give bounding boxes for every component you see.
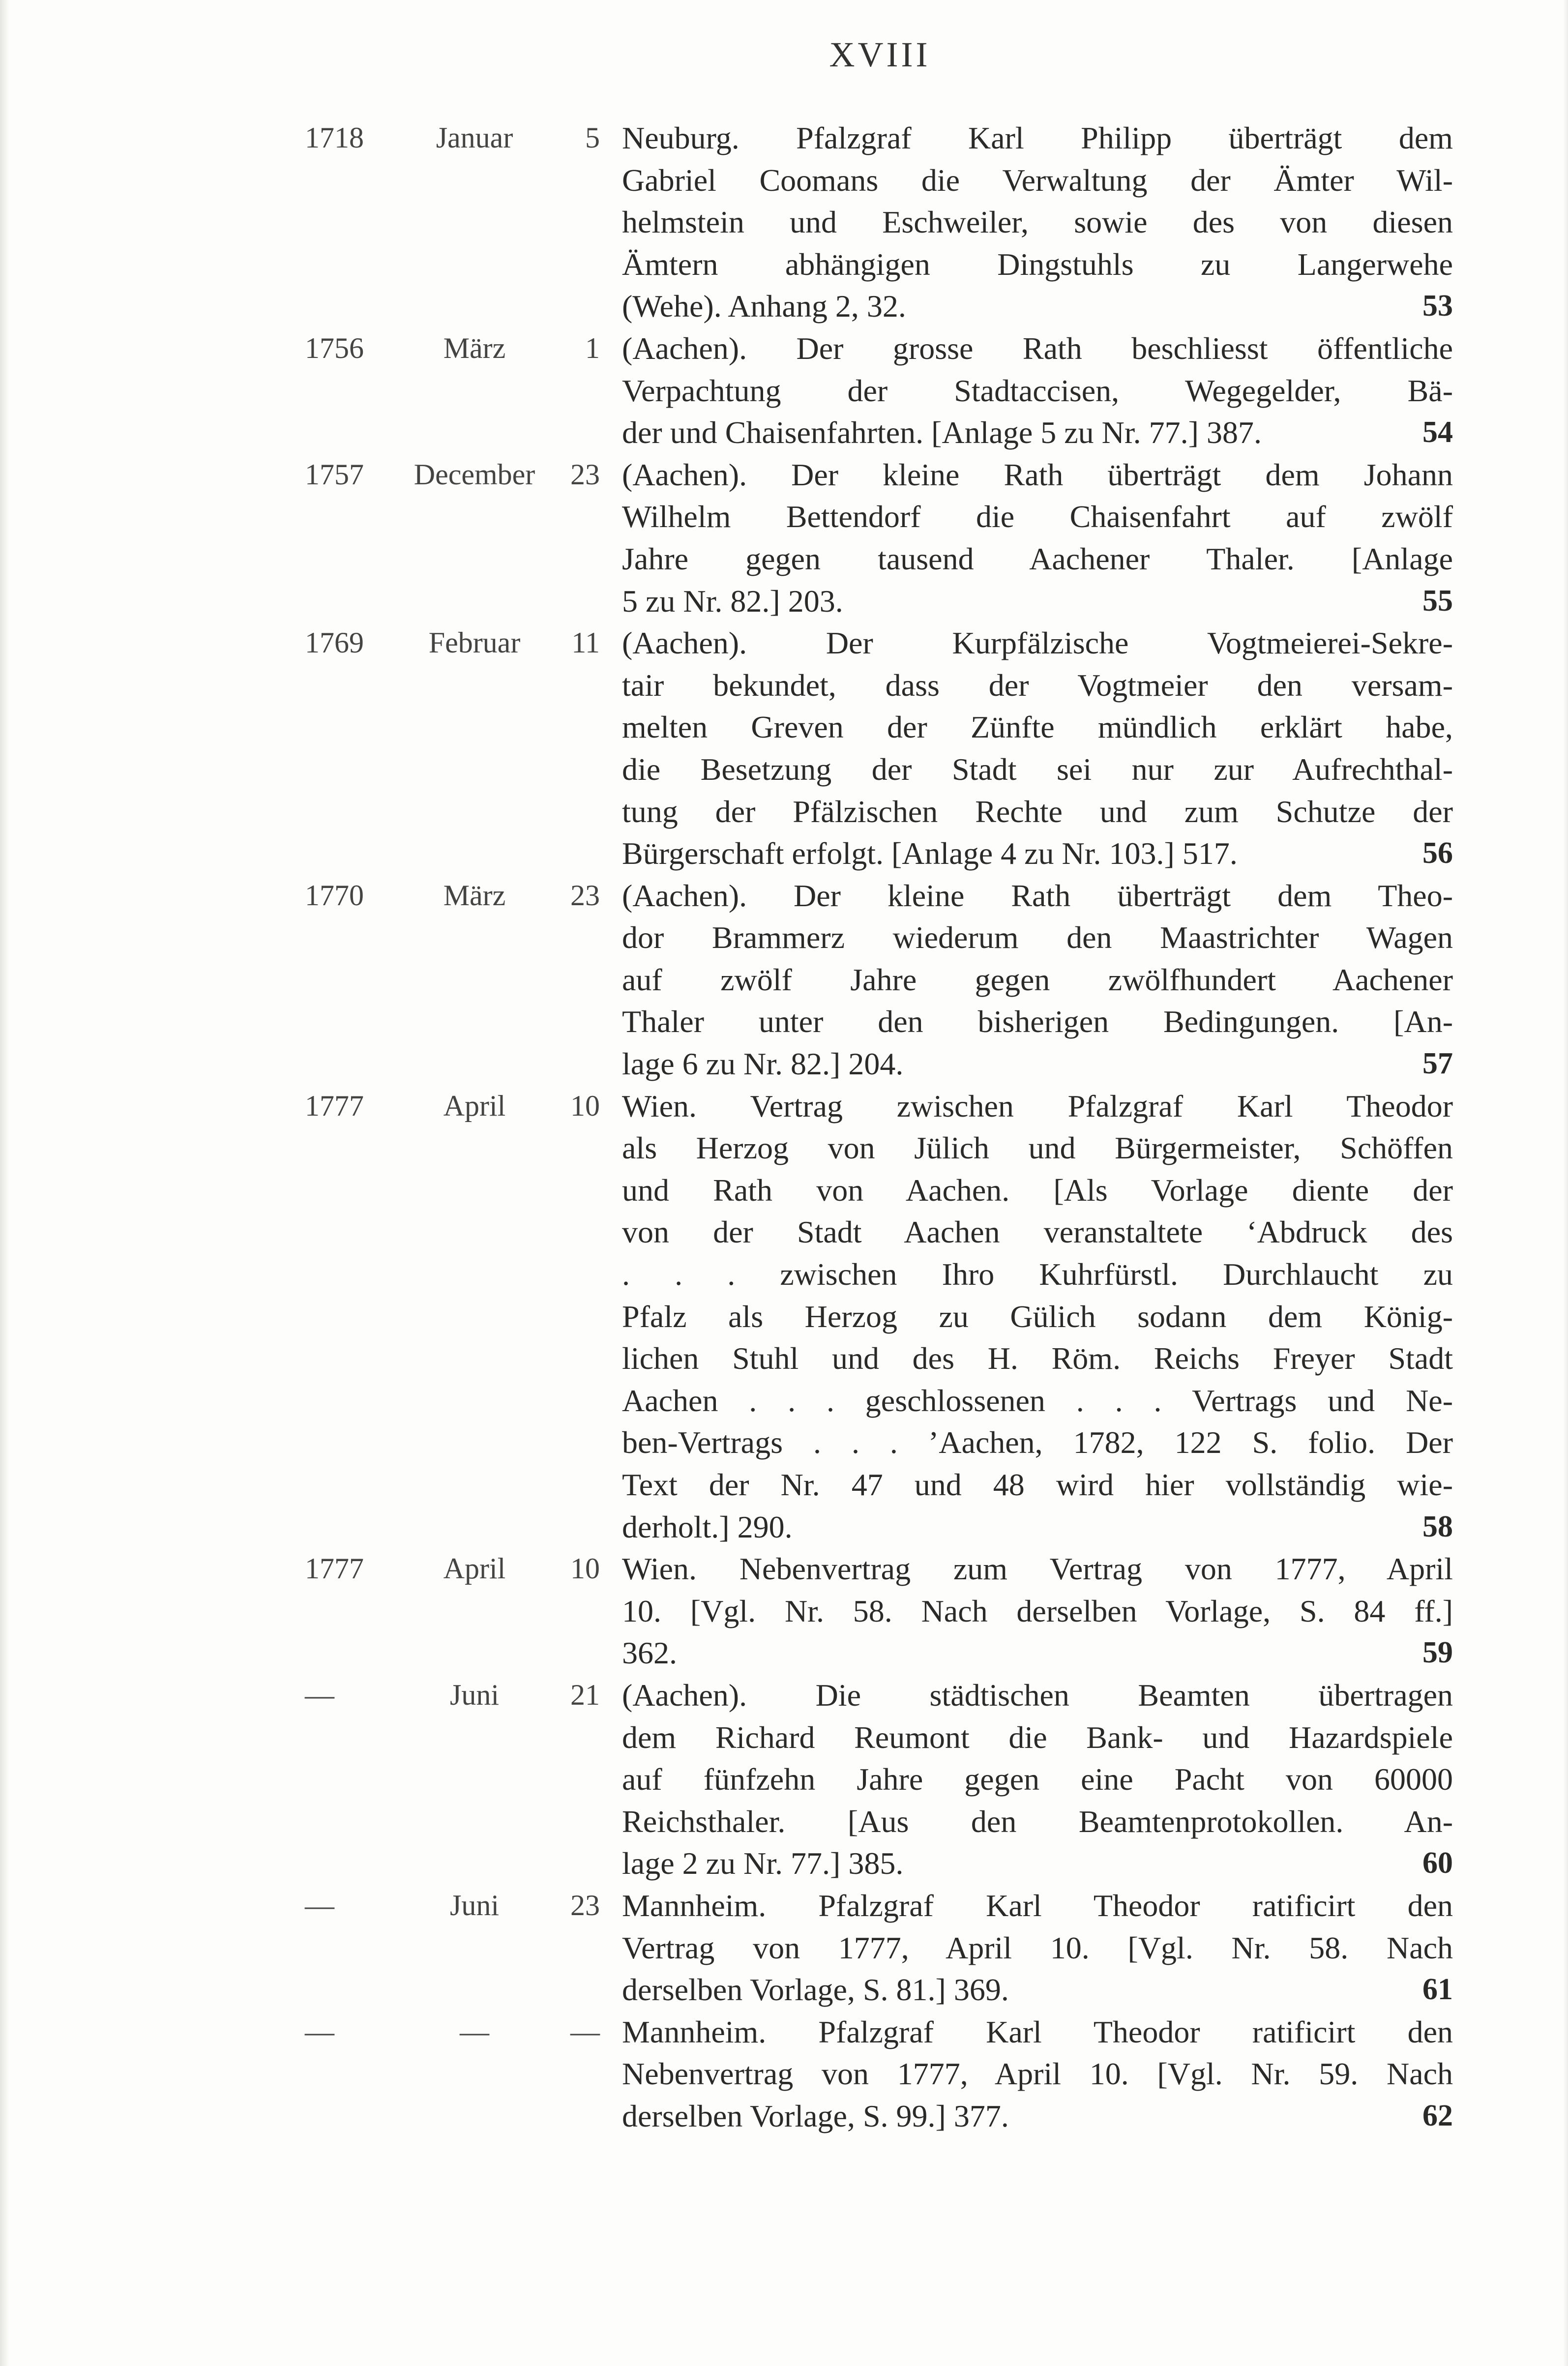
- entry-date: [295, 2011, 610, 2053]
- entry-year: —: [305, 1678, 334, 1711]
- entry-number: 62: [1422, 2099, 1453, 2132]
- document-entry: [295, 622, 1455, 875]
- entry-text-line: Gabriel Coomans die Verwaltung der Ämter Wil-: [622, 162, 1453, 198]
- entry-number: 56: [1422, 836, 1453, 870]
- entry-text-line: Mannheim. Pfalzgraf Karl Theodor ratificirt den: [622, 1888, 1453, 1923]
- entry-month: —: [460, 2015, 489, 2048]
- document-entry: [295, 1085, 1455, 1548]
- entry-month: März: [443, 879, 506, 912]
- entry-year: 1777: [305, 1089, 364, 1122]
- document-entry: [295, 117, 1455, 327]
- document-entry: [295, 1548, 1455, 1674]
- entry-number: 61: [1422, 1973, 1453, 2007]
- entry-text-line: Bürgerschaft erfolgt. [Anlage 4 zu Nr. 103.] 517.: [622, 836, 1238, 871]
- entry-year: 1777: [305, 1552, 364, 1585]
- entry-day: —: [570, 2015, 600, 2048]
- entry-text-line: Aachen . . . geschlossenen . . . Vertrags und Ne-: [622, 1383, 1453, 1418]
- entry-text-line: lichen Stuhl und des H. Röm. Reichs Freyer Stadt: [622, 1341, 1453, 1376]
- entry-day: 21: [570, 1678, 600, 1711]
- page-number: XVIII: [829, 35, 931, 74]
- entry-text-line: Nebenvertrag von 1777, April 10. [Vgl. Nr. 59. Nach: [622, 2056, 1453, 2092]
- entry-date: [295, 1548, 610, 1590]
- entry-text-line: (Aachen). Der grosse Rath beschliesst öffentliche: [622, 330, 1453, 366]
- entry-day: 11: [571, 626, 600, 659]
- entry-day: 23: [570, 879, 600, 912]
- entry-text-line: 5 zu Nr. 82.] 203.: [622, 583, 843, 619]
- entry-text-line: 10. [Vgl. Nr. 58. Nach derselben Vorlage, S. 84 ff.]: [622, 1593, 1453, 1628]
- entry-text-line: tung der Pfälzischen Rechte und zum Schutze der: [622, 794, 1453, 829]
- document-entry: [295, 1885, 1455, 2011]
- entry-text-line: als Herzog von Jülich und Bürgermeister, Schöffen: [622, 1130, 1453, 1166]
- entry-month: December: [414, 458, 535, 491]
- entry-day: 10: [570, 1089, 600, 1122]
- entry-text-line: Thaler unter den bisherigen Bedingungen. [An-: [622, 1004, 1453, 1039]
- entry-text-line: derholt.] 290.: [622, 1509, 793, 1544]
- entry-text-line: von der Stadt Aachen veranstaltete ‘Abdruck des: [622, 1214, 1453, 1250]
- entry-text-line: helmstein und Eschweiler, sowie des von diesen: [622, 205, 1453, 240]
- entry-text-line: Jahre gegen tausend Aachener Thaler. [Anlage: [622, 541, 1453, 576]
- entry-text-line: ben-Vertrags . . . ’Aachen, 1782, 122 S. folio. Der: [622, 1425, 1453, 1460]
- entry-text-line: Ämtern abhängigen Dingstuhls zu Langerwehe: [622, 246, 1453, 282]
- entry-text-line: melten Greven der Zünfte mündlich erklärt habe,: [622, 710, 1453, 745]
- entry-month: April: [443, 1089, 506, 1122]
- entry-month: Februar: [428, 626, 521, 659]
- entry-month: März: [443, 331, 506, 364]
- entry-text-line: Pfalz als Herzog zu Gülich sodann dem König-: [622, 1299, 1453, 1334]
- entry-date: [295, 327, 610, 370]
- entry-text-line: und Rath von Aachen. [Als Vorlage diente der: [622, 1172, 1453, 1208]
- entry-date: [295, 1674, 610, 1716]
- entry-text-line: (Aachen). Der Kurpfälzische Vogtmeierei-Sekre-: [622, 625, 1453, 661]
- entry-text-line: der und Chaisenfahrten. [Anlage 5 zu Nr. 77.] 387.: [622, 415, 1262, 450]
- entry-text-line: Wien. Nebenvertrag zum Vertrag von 1777, April: [622, 1551, 1453, 1587]
- entry-number: 60: [1422, 1846, 1453, 1880]
- entry-day: 1: [585, 331, 600, 364]
- entry-day: 23: [570, 458, 600, 491]
- entry-year: 1757: [305, 458, 364, 491]
- entry-month: Januar: [436, 121, 513, 154]
- document-entry: [295, 875, 1455, 1085]
- entry-month: Juni: [449, 1889, 500, 1922]
- entry-month: Juni: [449, 1678, 500, 1711]
- scan-right-edge: [1563, 0, 1568, 2366]
- entry-number: 55: [1422, 584, 1453, 618]
- entry-month: April: [443, 1552, 506, 1585]
- entry-text-line: (Aachen). Der kleine Rath überträgt dem Johann: [622, 457, 1453, 492]
- entry-date: [295, 622, 610, 664]
- entry-text-line: . . . zwischen Ihro Kuhrfürstl. Durchlaucht zu: [622, 1257, 1453, 1292]
- entry-date: [295, 454, 610, 496]
- entry-text-line: Verpachtung der Stadtaccisen, Wegegelder, Bä-: [622, 373, 1453, 408]
- entry-text-line: auf fünfzehn Jahre gegen eine Pacht von 60000: [622, 1762, 1453, 1797]
- entry-text-line: Vertrag von 1777, April 10. [Vgl. Nr. 58. Nach: [622, 1930, 1453, 1965]
- entry-day: 5: [585, 121, 600, 154]
- entry-text-line: Reichsthaler. [Aus den Beamtenprotokollen. An-: [622, 1804, 1453, 1839]
- entry-text-line: (Aachen). Die städtischen Beamten übertragen: [622, 1677, 1453, 1713]
- entry-year: 1769: [305, 626, 364, 659]
- entry-number: 54: [1422, 415, 1453, 449]
- entry-text-line: Wilhelm Bettendorf die Chaisenfahrt auf zwölf: [622, 499, 1453, 534]
- entry-number: 57: [1422, 1047, 1453, 1081]
- entry-year: —: [305, 2015, 334, 2048]
- entry-date: [295, 875, 610, 917]
- entry-text-line: tair bekundet, dass der Vogtmeier den versam-: [622, 667, 1453, 703]
- entry-day: 10: [570, 1552, 600, 1585]
- entry-number: 59: [1422, 1636, 1453, 1670]
- entry-text-line: 362.: [622, 1635, 677, 1671]
- entry-text-line: derselben Vorlage, S. 99.] 377.: [622, 2098, 1009, 2133]
- entry-text-line: lage 6 zu Nr. 82.] 204.: [622, 1046, 904, 1082]
- entry-year: —: [305, 1889, 334, 1922]
- entry-year: 1756: [305, 331, 364, 364]
- entry-date: [295, 1885, 610, 1927]
- regesten-list: [295, 117, 1455, 2137]
- entry-text-line: dor Brammerz wiederum den Maastrichter Wagen: [622, 920, 1453, 955]
- entry-text-line: Text der Nr. 47 und 48 wird hier vollständig wie-: [622, 1467, 1453, 1502]
- entry-text-line: Wien. Vertrag zwischen Pfalzgraf Karl Theodor: [622, 1088, 1453, 1124]
- entry-text-line: auf zwölf Jahre gegen zwölfhundert Aachener: [622, 962, 1453, 997]
- document-entry: [295, 327, 1455, 454]
- document-entry: [295, 454, 1455, 622]
- document-entry: [295, 2011, 1455, 2137]
- entry-year: 1718: [305, 121, 364, 154]
- entry-text-line: (Wehe). Anhang 2, 32.: [622, 289, 906, 324]
- entry-number: 58: [1422, 1509, 1453, 1543]
- entry-text-line: (Aachen). Der kleine Rath überträgt dem Theo-: [622, 878, 1453, 913]
- entry-text-line: die Besetzung der Stadt sei nur zur Aufrechthal-: [622, 751, 1453, 787]
- entry-text-line: dem Richard Reumont die Bank- und Hazardspiele: [622, 1719, 1453, 1755]
- entry-text-line: lage 2 zu Nr. 77.] 385.: [622, 1846, 904, 1881]
- entry-year: 1770: [305, 879, 364, 912]
- scan-left-edge: [0, 0, 9, 2366]
- document-entry: [295, 1674, 1455, 1885]
- entry-date: [295, 1085, 610, 1127]
- entry-text-line: Mannheim. Pfalzgraf Karl Theodor ratificirt den: [622, 2014, 1453, 2049]
- entry-date: [295, 117, 610, 159]
- entry-text-line: Neuburg. Pfalzgraf Karl Philipp überträgt dem: [622, 120, 1453, 155]
- entry-day: 23: [570, 1889, 600, 1922]
- entry-number: 53: [1422, 289, 1453, 323]
- entry-text-line: derselben Vorlage, S. 81.] 369.: [622, 1972, 1009, 2008]
